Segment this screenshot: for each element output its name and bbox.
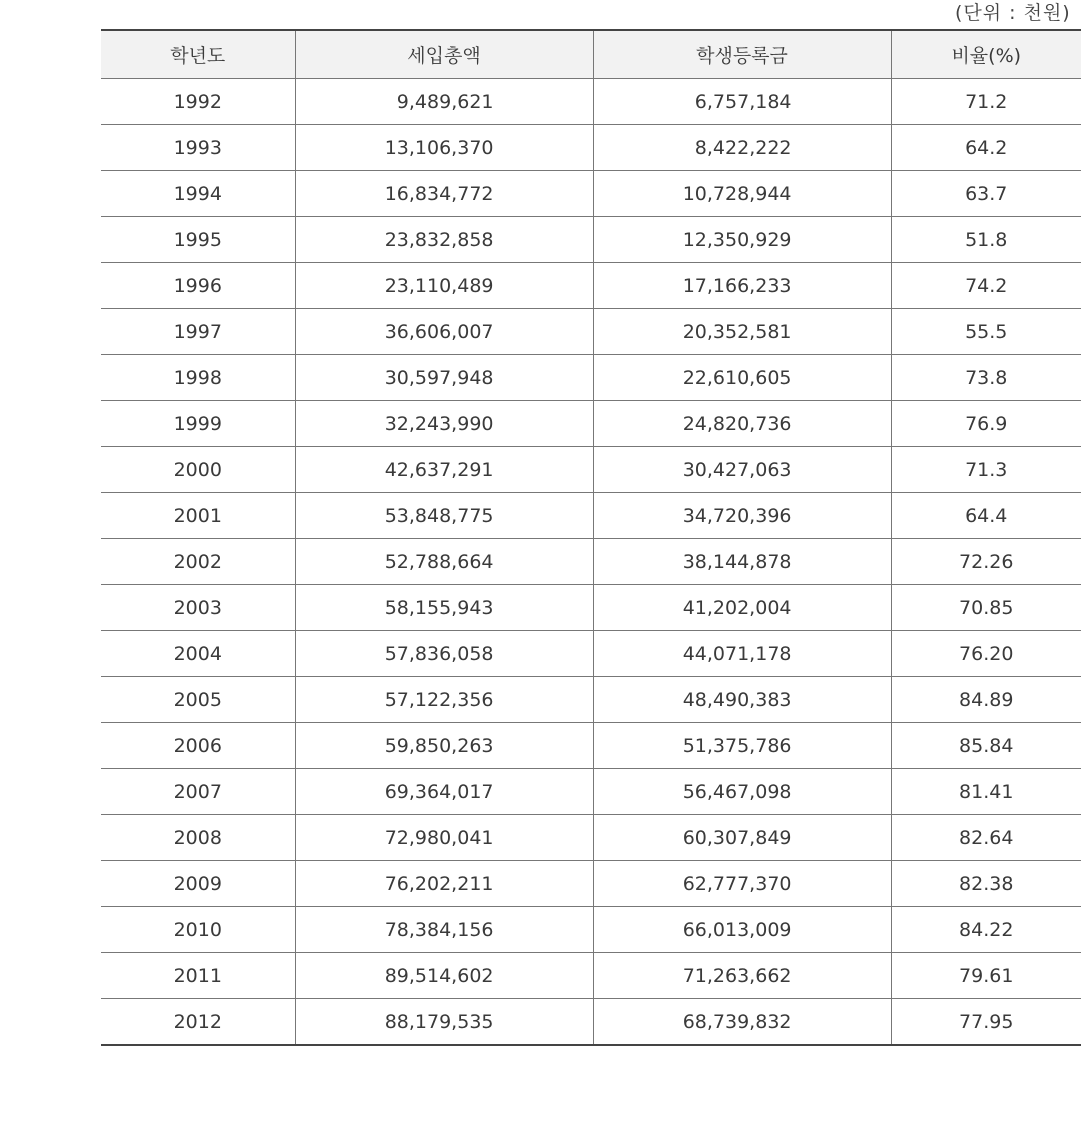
cell-ratio: 85.84 [891,723,1081,769]
cell-year: 2004 [101,631,295,677]
cell-year: 1997 [101,309,295,355]
cell-tuition: 68,739,832 [593,999,891,1046]
table-row [101,999,1081,1046]
header-tuition: 학생등록금 [593,30,891,79]
cell-year: 2003 [101,585,295,631]
table-row [101,171,1081,217]
cell-year: 2010 [101,907,295,953]
cell-tuition: 24,820,736 [593,401,891,447]
cell-total-revenue: 57,836,058 [295,631,593,677]
header-row [101,30,1081,79]
cell-total-revenue: 72,980,041 [295,815,593,861]
cell-tuition: 30,427,063 [593,447,891,493]
cell-ratio: 84.22 [891,907,1081,953]
header-total-revenue: 세입총액 [295,30,593,79]
cell-ratio: 51.8 [891,217,1081,263]
cell-tuition: 22,610,605 [593,355,891,401]
cell-total-revenue: 42,637,291 [295,447,593,493]
table-row [101,769,1081,815]
tuition-ratio-table [101,29,1081,1046]
table-row [101,125,1081,171]
cell-ratio: 64.4 [891,493,1081,539]
cell-ratio: 82.64 [891,815,1081,861]
cell-tuition: 44,071,178 [593,631,891,677]
cell-total-revenue: 59,850,263 [295,723,593,769]
cell-ratio: 73.8 [891,355,1081,401]
cell-tuition: 48,490,383 [593,677,891,723]
cell-total-revenue: 36,606,007 [295,309,593,355]
cell-total-revenue: 76,202,211 [295,861,593,907]
cell-ratio: 72.26 [891,539,1081,585]
header-year: 학년도 [101,30,295,79]
cell-tuition: 66,013,009 [593,907,891,953]
cell-ratio: 76.9 [891,401,1081,447]
cell-year: 1999 [101,401,295,447]
table-row [101,309,1081,355]
cell-year: 2000 [101,447,295,493]
cell-year: 2005 [101,677,295,723]
cell-total-revenue: 52,788,664 [295,539,593,585]
cell-tuition: 51,375,786 [593,723,891,769]
cell-year: 1994 [101,171,295,217]
cell-year: 1996 [101,263,295,309]
cell-total-revenue: 13,106,370 [295,125,593,171]
cell-tuition: 38,144,878 [593,539,891,585]
cell-tuition: 10,728,944 [593,171,891,217]
table-row [101,217,1081,263]
cell-total-revenue: 58,155,943 [295,585,593,631]
cell-tuition: 6,757,184 [593,79,891,125]
cell-ratio: 77.95 [891,999,1081,1046]
cell-tuition: 34,720,396 [593,493,891,539]
cell-year: 2007 [101,769,295,815]
cell-tuition: 71,263,662 [593,953,891,999]
cell-tuition: 8,422,222 [593,125,891,171]
cell-ratio: 76.20 [891,631,1081,677]
cell-year: 2006 [101,723,295,769]
cell-ratio: 82.38 [891,861,1081,907]
cell-total-revenue: 57,122,356 [295,677,593,723]
cell-year: 2001 [101,493,295,539]
cell-year: 1995 [101,217,295,263]
cell-tuition: 62,777,370 [593,861,891,907]
table-row [101,861,1081,907]
cell-tuition: 56,467,098 [593,769,891,815]
table-row [101,355,1081,401]
cell-tuition: 20,352,581 [593,309,891,355]
table-row [101,401,1081,447]
table-row [101,953,1081,999]
cell-total-revenue: 53,848,775 [295,493,593,539]
table-row [101,539,1081,585]
cell-ratio: 63.7 [891,171,1081,217]
cell-ratio: 70.85 [891,585,1081,631]
table-body [101,79,1081,1046]
table-row [101,79,1081,125]
cell-tuition: 17,166,233 [593,263,891,309]
cell-year: 2012 [101,999,295,1046]
table-row [101,263,1081,309]
cell-year: 1992 [101,79,295,125]
cell-ratio: 79.61 [891,953,1081,999]
cell-total-revenue: 78,384,156 [295,907,593,953]
cell-year: 2002 [101,539,295,585]
table-row [101,631,1081,677]
table-row [101,447,1081,493]
cell-year: 1993 [101,125,295,171]
table-row [101,723,1081,769]
cell-ratio: 81.41 [891,769,1081,815]
table-header [101,30,1081,79]
cell-ratio: 74.2 [891,263,1081,309]
cell-total-revenue: 16,834,772 [295,171,593,217]
cell-total-revenue: 32,243,990 [295,401,593,447]
cell-ratio: 71.3 [891,447,1081,493]
cell-total-revenue: 88,179,535 [295,999,593,1046]
unit-note: (단위 : 천원) [955,2,1071,24]
cell-ratio: 84.89 [891,677,1081,723]
cell-tuition: 12,350,929 [593,217,891,263]
cell-ratio: 64.2 [891,125,1081,171]
cell-total-revenue: 23,110,489 [295,263,593,309]
cell-year: 1998 [101,355,295,401]
cell-tuition: 41,202,004 [593,585,891,631]
cell-year: 2009 [101,861,295,907]
cell-total-revenue: 23,832,858 [295,217,593,263]
cell-year: 2008 [101,815,295,861]
table-row [101,815,1081,861]
cell-total-revenue: 30,597,948 [295,355,593,401]
cell-ratio: 55.5 [891,309,1081,355]
table-row [101,585,1081,631]
cell-total-revenue: 89,514,602 [295,953,593,999]
cell-year: 2011 [101,953,295,999]
cell-tuition: 60,307,849 [593,815,891,861]
table-row [101,677,1081,723]
cell-total-revenue: 69,364,017 [295,769,593,815]
table-row [101,907,1081,953]
header-ratio: 비율(%) [891,30,1081,79]
table-row [101,493,1081,539]
cell-ratio: 71.2 [891,79,1081,125]
cell-total-revenue: 9,489,621 [295,79,593,125]
